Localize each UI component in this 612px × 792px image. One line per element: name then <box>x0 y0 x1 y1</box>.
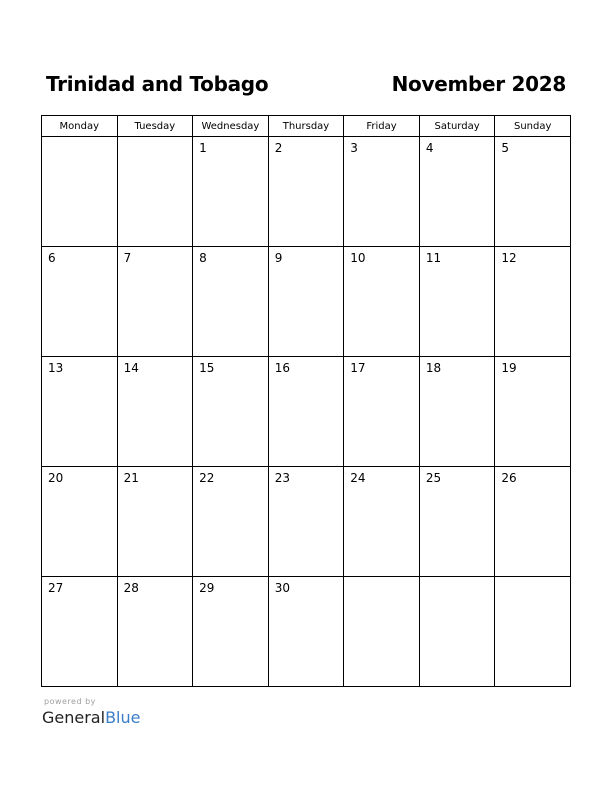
day-cell <box>495 247 571 357</box>
day-number: 19 <box>501 361 517 375</box>
day-cell <box>193 247 269 357</box>
day-cell <box>117 467 193 577</box>
day-cell <box>42 467 118 577</box>
day-number: 11 <box>425 251 442 265</box>
day-number: 13 <box>48 361 64 375</box>
day-number: 28 <box>123 581 139 595</box>
day-number <box>42 137 117 141</box>
day-cell <box>42 357 118 467</box>
day-cell <box>117 357 193 467</box>
day-cell <box>419 577 495 687</box>
day-cell <box>344 467 420 577</box>
day-cell <box>495 137 571 247</box>
weekday-sunday: Sunday <box>495 116 571 137</box>
day-cell <box>419 137 495 247</box>
weekday-wednesday: Wednesday <box>193 116 269 137</box>
day-number: 24 <box>350 471 366 485</box>
day-cell <box>495 357 571 467</box>
weekday-thursday: Thursday <box>268 116 344 137</box>
day-number: 2 <box>274 141 283 155</box>
month-year-title: November 2028 <box>391 72 566 96</box>
day-cell <box>117 137 193 247</box>
day-number: 20 <box>48 471 64 485</box>
day-cell <box>268 467 344 577</box>
day-cell <box>193 467 269 577</box>
day-number: 22 <box>199 471 215 485</box>
day-cell <box>193 357 269 467</box>
day-number <box>118 137 193 141</box>
day-cell <box>419 467 495 577</box>
brand-general: General <box>42 708 106 727</box>
day-number: 26 <box>501 471 517 485</box>
day-cell <box>344 137 420 247</box>
day-number: 16 <box>274 361 290 375</box>
day-cell <box>42 137 118 247</box>
day-number: 18 <box>425 361 442 375</box>
day-cell <box>344 247 420 357</box>
day-number <box>495 577 570 581</box>
week-row <box>42 137 571 247</box>
day-cell <box>268 247 344 357</box>
day-cell <box>42 577 118 687</box>
day-cell <box>419 357 495 467</box>
day-number: 3 <box>350 141 358 155</box>
day-cell <box>268 357 344 467</box>
day-number: 4 <box>425 141 434 155</box>
day-cell <box>268 577 344 687</box>
day-number: 29 <box>199 581 215 595</box>
day-cell <box>344 577 420 687</box>
day-cell <box>117 577 193 687</box>
day-cell <box>344 357 420 467</box>
week-row <box>42 467 571 577</box>
day-number: 21 <box>123 471 139 485</box>
country-title: Trinidad and Tobago <box>46 72 269 96</box>
day-number: 10 <box>350 251 366 265</box>
week-row <box>42 577 571 687</box>
day-number: 14 <box>123 361 139 375</box>
day-number: 30 <box>274 581 290 595</box>
weekday-saturday: Saturday <box>419 116 495 137</box>
day-number: 15 <box>199 361 215 375</box>
day-number: 17 <box>350 361 366 375</box>
day-number: 8 <box>199 251 207 265</box>
day-cell <box>193 577 269 687</box>
day-number <box>420 577 495 581</box>
day-cell <box>193 137 269 247</box>
week-row <box>42 247 571 357</box>
day-cell <box>495 577 571 687</box>
day-number: 27 <box>48 581 64 595</box>
day-cell <box>42 247 118 357</box>
day-number: 23 <box>274 471 290 485</box>
day-number: 6 <box>48 251 56 265</box>
day-number: 12 <box>501 251 517 265</box>
day-cell <box>419 247 495 357</box>
footer-branding <box>42 697 140 727</box>
generalblue-logo[interactable] <box>42 708 140 727</box>
calendar-grid <box>41 115 571 687</box>
week-row <box>42 357 571 467</box>
weekday-tuesday: Tuesday <box>117 116 193 137</box>
day-cell <box>268 137 344 247</box>
day-number <box>344 577 419 581</box>
day-number: 1 <box>199 141 207 155</box>
brand-blue: Blue <box>105 708 141 727</box>
weekday-header-row <box>42 116 571 137</box>
day-cell <box>495 467 571 577</box>
day-number: 7 <box>123 251 132 265</box>
day-number: 25 <box>425 471 442 485</box>
day-number: 5 <box>501 141 510 155</box>
weekday-monday: Monday <box>42 116 118 137</box>
powered-by-label: powered by <box>44 697 96 706</box>
day-cell <box>117 247 193 357</box>
day-number: 9 <box>274 251 283 265</box>
weekday-friday: Friday <box>344 116 420 137</box>
